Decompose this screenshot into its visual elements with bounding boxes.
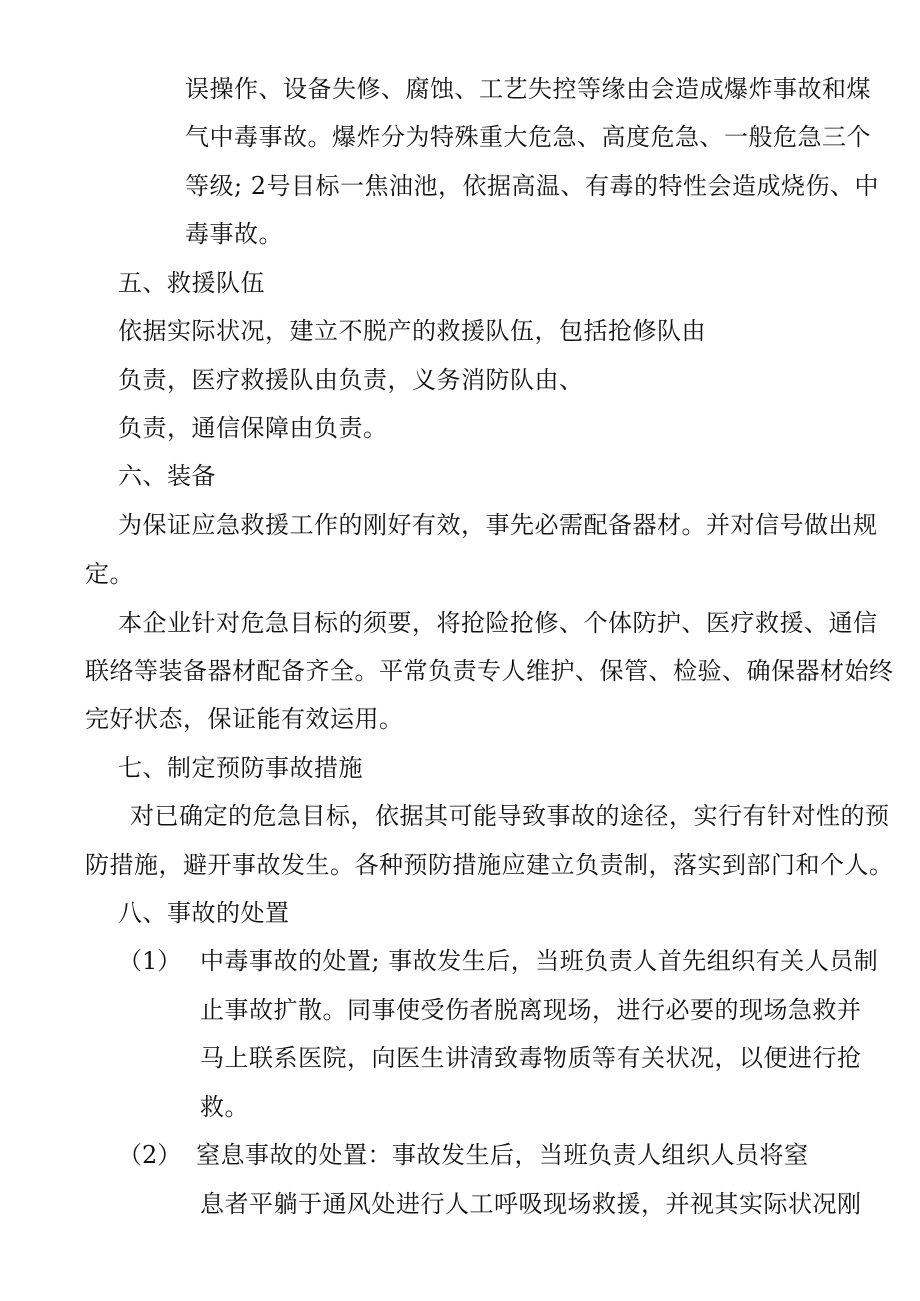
paragraph-line: 防措施，避开事故发生。各种预防措施应建立负责制，落实到部门和个人。 <box>85 851 894 879</box>
section-heading: 八、事故的处置 <box>118 899 290 927</box>
paragraph-line: 止事故扩散。同事使受伤者脱离现场，进行必要的现场急救并 <box>200 996 862 1024</box>
item-number: （1） <box>118 947 182 975</box>
intro-line-1: 误操作、设备失修、腐蚀、工艺失控等缘由会造成爆炸事故和煤 <box>185 75 871 103</box>
intro-line-3: 等级; 2号目标一焦油池，依据高温、有毒的特性会造成烧伤、中 <box>185 172 879 200</box>
paragraph-line: 中毒事故的处置; 事故发生后，当班负责人首先组织有关人员制 <box>200 947 879 975</box>
paragraph-line: 救。 <box>200 1093 249 1121</box>
paragraph-line: 定。 <box>85 560 134 588</box>
paragraph-line: 对已确定的危急目标，依据其可能导致事故的途径，实行有针对性的预 <box>130 802 890 830</box>
paragraph-line: 负责，医疗救援队由负责，义务消防队由、 <box>118 366 584 394</box>
section-heading: 七、制定预防事故措施 <box>118 754 363 782</box>
intro-line-2: 气中毒事故。爆炸分为特殊重大危急、高度危急、一般危急三个 <box>185 123 871 151</box>
section-heading: 五、救援队伍 <box>118 269 265 297</box>
paragraph-line: 息者平躺于通风处进行人工呼吸现场救援，并视其实际状况刚 <box>200 1190 862 1218</box>
section-heading: 六、装备 <box>118 462 216 490</box>
paragraph-line: 联络等装备器材配备齐全。平常负责专人维护、保管、检验、确保器材始终 <box>85 657 894 685</box>
paragraph-line: 完好状态，保证能有效运用。 <box>85 705 404 733</box>
paragraph-line: 负责，通信保障由负责。 <box>118 414 388 442</box>
paragraph-line: 马上联系医院，向医生讲清致毒物质等有关状况，以便进行抢 <box>200 1044 862 1072</box>
paragraph-line: 本企业针对危急目标的须要，将抢险抢修、个体防护、医疗救援、通信 <box>118 609 878 637</box>
paragraph-line: 为保证应急救援工作的刚好有效，事先必需配备器材。并对信号做出规 <box>118 511 878 539</box>
paragraph-line: 依据实际状况，建立不脱产的救援队伍，包括抢修队由 <box>118 317 706 345</box>
item-number: （2） <box>118 1141 182 1169</box>
intro-line-4: 毒事故。 <box>185 220 283 248</box>
paragraph-line: 窒息事故的处置：事故发生后，当班负责人组织人员将窒 <box>196 1141 809 1169</box>
